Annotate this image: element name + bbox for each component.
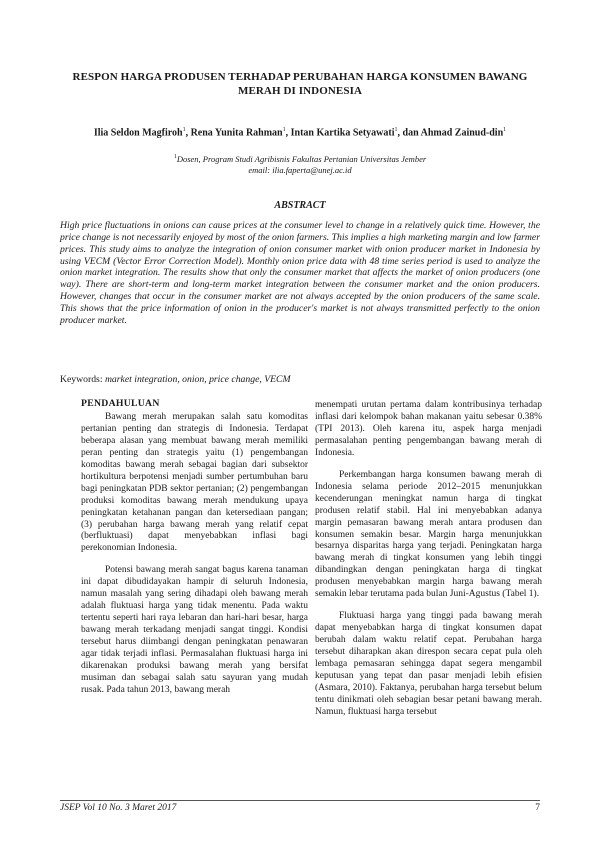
- right-paragraph-2: Perkembangan harga konsumen bawang merah di Indonesia selama periode 2012–2015 menunjukkan kecenderungan meningkat namun harga di tingkat produsen relatif stabil. Hal ini menyebabkan adanya margin pemasaran bawang merah antara produsen dan konsumen semakin besar. Margin harga menunjukkan besarnya disparitas harga yang terjadi. Peningkatan harga bawang merah di tingkat konsumen yang lebih tinggi dibandingkan dengan peningkatan harga di tingkat produsen menyebabkan margin harga bawang merah semakin lebar terutama pada bulan Juni-Agustus (Tabel 1).: [315, 469, 542, 600]
- author-4: , dan Ahmad Zainud-din: [397, 127, 504, 139]
- author-2-affil-marker: 1: [282, 127, 286, 133]
- page-number: 7: [535, 803, 540, 813]
- footer-rule: [60, 800, 540, 801]
- author-1: Ilia Seldon Magfiroh: [93, 127, 183, 139]
- abstract-text: High price fluctuations in onions can cause prices at the consumer level to change in a relatively quick time. However, the price change is not necessarily enjoyed by most of the onion farmers. This implies a high marketing margin and low farmer prices. This study aims to analyze the integration of onion consumer market with onion producer market in Indonesia by using VECM (Vector Error Correction Model). Monthly onion price data with 48 time series period is used to analyze the onion market integration. The results show that only the consumer market that affects the market of onion producers (one way). There are short-term and long-term market integration between the consumer market and the onion producers. However, changes that occur in the consumer market are not always accepted by the onion producers of the same scale. This shows that the price information of onion in the producer's market is not always transmitted perfectly to the onion producer market.: [60, 220, 540, 326]
- affiliation-email: email: ilia.faperta@unej.ac.id: [248, 164, 352, 175]
- right-column: [315, 400, 542, 719]
- affiliation-institution: [70, 152, 530, 165]
- author-2: , Rena Yunita Rahman: [185, 127, 283, 139]
- abstract-heading: ABSTRACT: [274, 200, 326, 211]
- affiliation: [70, 152, 530, 176]
- left-column: [81, 398, 308, 697]
- paper-title: RESPON HARGA PRODUSEN TERHADAP PERUBAHAN HARGA KONSUMEN BAWANG MERAH DI INDONESIA: [72, 71, 528, 97]
- left-paragraph-2: Potensi bawang merah sangat bagus karena tanaman ini dapat dibudidayakan hampir di seluruh Indonesia, namun masalah yang sering dihadapi oleh bawang merah adalah fluktuasi harga yang tidak menentu. Pada waktu tertentu seperti hari raya lebaran dan hari-hari besar, harga bawang merah terkadang menjadi sangat tinggi. Kondisi tersebut harus diimbangi dengan peningkatan penawaran agar tidak terjadi inflasi. Permasalahan fluktuasi harga ini dikarenakan produksi bawang merah yang bersifat musiman dan sebagai salah satu sayuran yang mudah rusak. Pada tahun 2013, bawang merah: [81, 565, 308, 695]
- affiliation-marker: 1: [173, 154, 177, 160]
- keywords-value: market integration, onion, price change, VECM: [104, 374, 291, 385]
- left-paragraph-1: Bawang merah merupakan salah satu komoditas pertanian penting dan strategis di Indonesia. Terdapat beberapa alasan yang membuat bawang merah memiliki peran penting dan strategis yaitu (1) pengembangan komoditas bawang merah sebagai bagian dari subsektor hortikultura berpotensi menjadi sumber pertumbuhan baru bagi peningkatan PDB sektor pertanian; (2) pengembangan produksi komoditas bawang merah mendukung upaya peningkatan ketahanan pangan dan ketersediaan pangan; (3) perubahan harga bawang merah yang relatif cepat (berfluktuasi) dapat menyebabkan inflasi bagi perekonomian Indonesia.: [81, 411, 308, 554]
- author-4-affil-marker: 1: [503, 127, 507, 133]
- keywords: [60, 374, 540, 386]
- keywords-label: Keywords:: [60, 374, 105, 385]
- author-list: [70, 124, 530, 139]
- affiliation-text: Dosen, Program Studi Agribisnis Fakultas Pertanian Universitas Jember: [176, 153, 427, 164]
- author-3: , Intan Kartika Setyawati: [285, 127, 395, 139]
- footer-journal: JSEP Vol 10 No. 3 Maret 2017: [60, 803, 177, 813]
- author-3-affil-marker: 1: [394, 127, 398, 133]
- author-1-affil-marker: 1: [182, 127, 186, 133]
- right-paragraph-3: Fluktuasi harga yang tinggi pada bawang merah dapat menyebabkan harga di tingkat konsumen dapat berubah dalam waktu relatif cepat. Perubahan harga tersebut diharapkan akan direspon secara cepat pula oleh lembaga pemasaran sehingga dapat segera mengambil keputusan yang tepat dan pasar menjadi lebih efisien (Asmara, 2010). Faktanya, perubahan harga tersebut belum tentu dinikmati oleh sebagian besar petani bawang merah. Namun, fluktuasi harga tersebut: [315, 611, 542, 717]
- section-heading: PENDAHULUAN: [81, 398, 160, 409]
- right-paragraph-1: menempati urutan pertama dalam kontribusinya terhadap inflasi dari kelompok bahan makanan yaitu sebesar 0.38% (TPI 2013). Oleh karena itu, aspek harga menjadi permasalahan penting pengembangan bawang merah di Indonesia.: [315, 400, 542, 458]
